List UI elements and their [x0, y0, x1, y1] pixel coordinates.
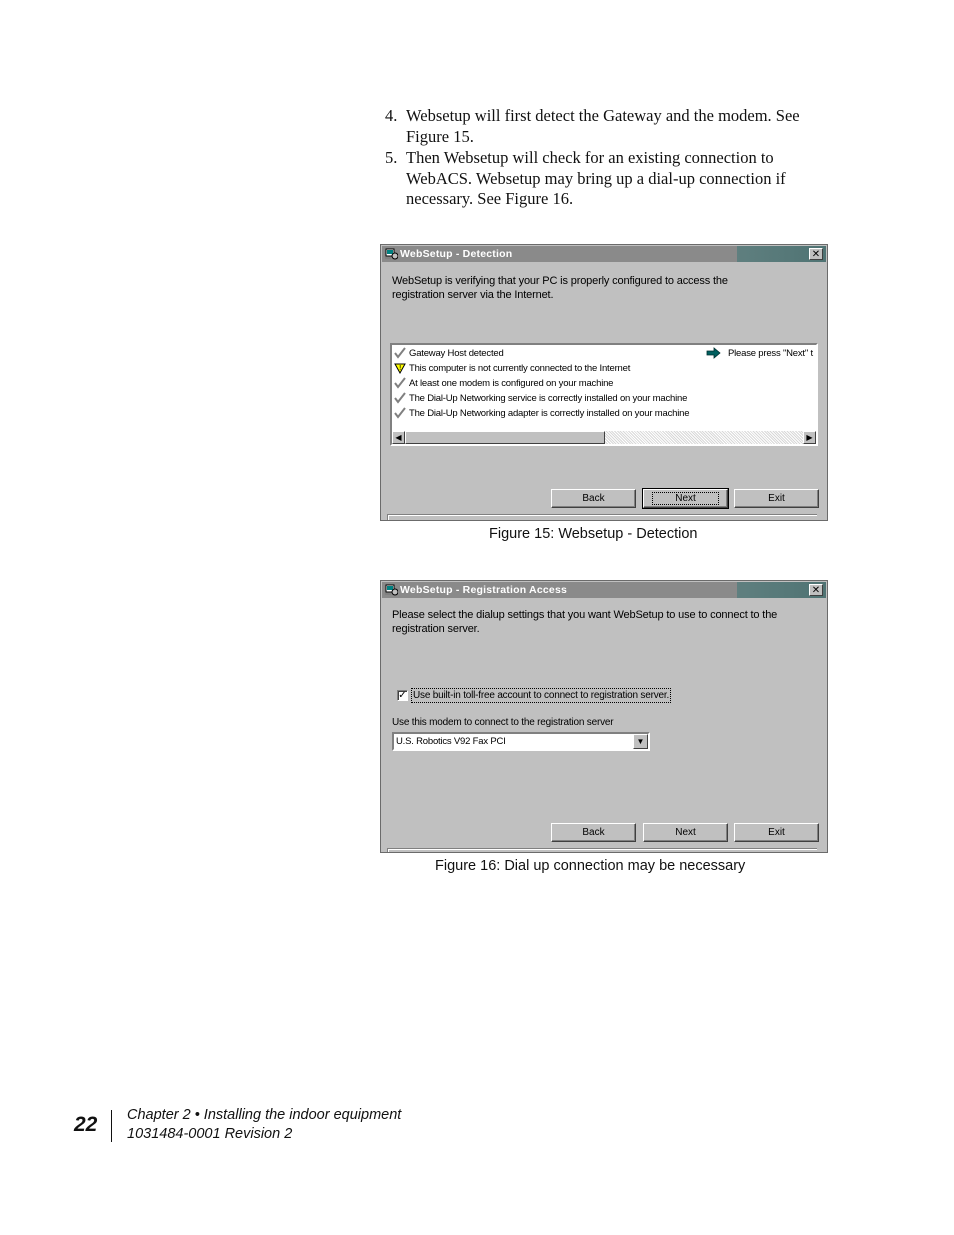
- step-text: Websetup will first detect the Gateway and the modem. See Figure 15.: [406, 106, 800, 146]
- exit-button[interactable]: Exit: [734, 489, 819, 508]
- modem-label: Use this modem to connect to the registration server: [392, 717, 614, 728]
- scroll-left-icon[interactable]: ◀: [392, 431, 405, 444]
- page-number: 22: [74, 1113, 98, 1136]
- footer-divider: [111, 1110, 112, 1142]
- footer-chapter: Chapter 2 • Installing the indoor equipment: [127, 1107, 402, 1123]
- list-item: The Dial-Up Networking adapter is correctly installed on your machine: [394, 406, 689, 421]
- toll-free-checkbox-label[interactable]: Use built-in toll-free account to connect to registration server.: [413, 690, 670, 701]
- dialog-titlebar[interactable]: [382, 582, 826, 598]
- close-button[interactable]: ✕: [809, 584, 823, 596]
- list-item: ! This computer is not currently connected to the Internet: [394, 361, 630, 376]
- warning-icon: [394, 362, 406, 374]
- intro-text-line-2: registration server via the Internet.: [392, 289, 554, 301]
- arrow-right-icon: [706, 347, 721, 359]
- back-button[interactable]: Back: [551, 489, 636, 508]
- websetup-app-icon: [385, 583, 398, 596]
- check-icon: [394, 377, 406, 389]
- next-hint: Please press "Next" t: [706, 346, 813, 361]
- detection-results-list[interactable]: [390, 343, 818, 446]
- intro-text-line-2: registration server.: [392, 623, 480, 635]
- svg-text:!: !: [398, 364, 402, 373]
- list-item: At least one modem is configured on your machine: [394, 376, 613, 391]
- step-number: 4.: [385, 106, 398, 125]
- scroll-right-icon[interactable]: ▶: [803, 431, 816, 444]
- check-icon: [394, 347, 406, 359]
- modem-select-value: U.S. Robotics V92 Fax PCI: [396, 736, 506, 747]
- next-button[interactable]: Next: [643, 823, 728, 842]
- step-number: 5.: [385, 148, 398, 167]
- websetup-app-icon: [385, 247, 398, 260]
- modem-select[interactable]: [392, 732, 650, 751]
- status-bar-edge: [387, 848, 817, 853]
- scrollbar-thumb[interactable]: [405, 431, 605, 444]
- horizontal-scrollbar[interactable]: [392, 431, 816, 444]
- chevron-down-icon[interactable]: ▼: [633, 734, 648, 749]
- check-icon: [394, 407, 406, 419]
- dialog-title: WebSetup - Registration Access: [400, 584, 568, 596]
- status-bar-edge: [387, 514, 817, 521]
- next-button[interactable]: Next: [643, 489, 728, 508]
- detection-dialog: [380, 244, 828, 521]
- footer-doc-id: 1031484-0001 Revision 2: [127, 1126, 293, 1142]
- toll-free-checkbox[interactable]: ✓: [398, 690, 407, 701]
- close-button[interactable]: ✕: [809, 248, 823, 260]
- back-button[interactable]: Back: [551, 823, 636, 842]
- dialog-title: WebSetup - Detection: [400, 248, 513, 260]
- figure-15-caption: Figure 15: Websetup - Detection: [489, 526, 698, 542]
- list-item: The Dial-Up Networking service is correctly installed on your machine: [394, 391, 687, 406]
- check-icon: [394, 392, 406, 404]
- registration-access-dialog: [380, 580, 828, 853]
- step-5: [385, 148, 825, 210]
- dialog-titlebar[interactable]: [382, 246, 826, 262]
- intro-text-line-1: Please select the dialup settings that you want WebSetup to use to connect to the: [392, 609, 778, 621]
- instruction-list: [385, 106, 825, 211]
- exit-button[interactable]: Exit: [734, 823, 819, 842]
- intro-text-line-1: WebSetup is verifying that your PC is properly configured to access the: [392, 275, 728, 287]
- figure-16-caption: Figure 16: Dial up connection may be necessary: [435, 858, 746, 874]
- list-item: Gateway Host detected: [394, 346, 504, 361]
- step-4: [385, 106, 825, 147]
- step-text: Then Websetup will check for an existing connection to WebACS. Websetup may bring up a dial-up connection if necessary. See Figure 16.: [406, 148, 786, 208]
